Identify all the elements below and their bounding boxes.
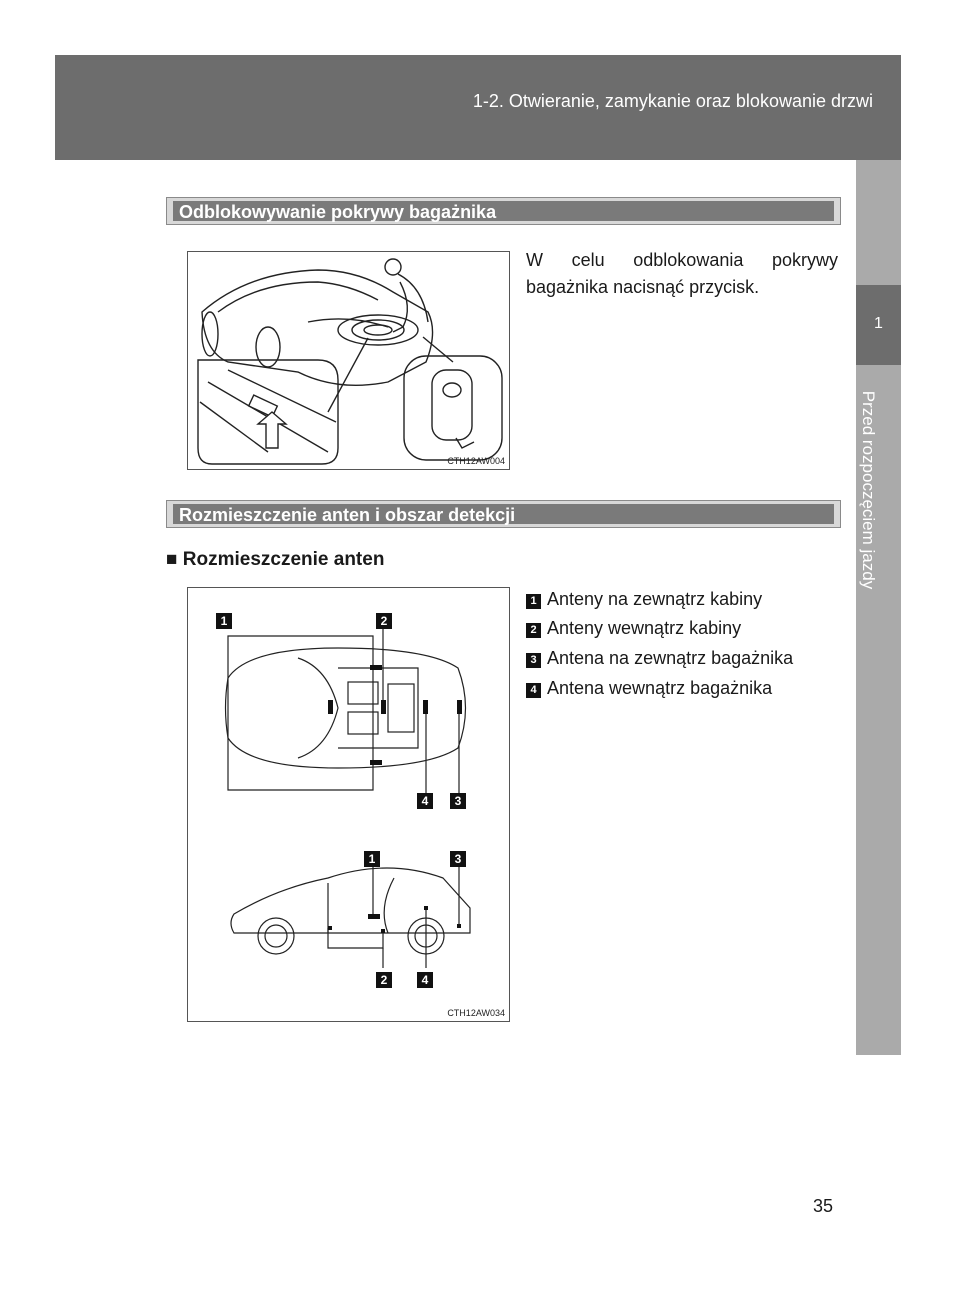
car-rear-trunk-button-drawing — [188, 252, 509, 469]
sidebar-tab-top — [856, 160, 901, 285]
page-header — [55, 55, 901, 160]
label-3: 3 — [454, 794, 462, 808]
legend-label: Anteny wewnątrz kabiny — [547, 618, 742, 638]
legend-item — [526, 677, 772, 699]
legend-label: Antena wewnątrz bagażnika — [547, 678, 773, 698]
antenna-layout-illustration — [187, 587, 510, 1022]
chapter-title: Przed rozpoczęciem jazdy — [859, 390, 878, 590]
number-badge: 4 — [526, 683, 541, 698]
subheading-text: Rozmieszczenie anten — [182, 549, 385, 570]
section-heading-trunk-release — [166, 197, 841, 225]
section-title: Odblokowywanie pokrywy bagażnika — [179, 202, 497, 222]
legend-item — [526, 647, 793, 669]
legend-label: Anteny na zewnątrz kabiny — [547, 589, 763, 609]
label-3: 3 — [454, 852, 462, 866]
section-title: Rozmieszczenie anten i obszar detekcji — [179, 505, 516, 525]
section-heading-antenna — [166, 500, 841, 528]
chapter-number: 1 — [874, 315, 883, 332]
trunk-release-illustration — [187, 251, 510, 470]
square-bullet-icon: ■ — [166, 549, 183, 570]
label-2: 2 — [380, 973, 388, 987]
header-section-title: 1-2. Otwieranie, zamykanie oraz blokowanie drzwi — [472, 91, 873, 111]
label-4: 4 — [421, 794, 429, 808]
page-number: 35 — [813, 1196, 834, 1216]
label-4: 4 — [421, 973, 429, 987]
sidebar-chapter-tab — [856, 285, 901, 365]
label-2: 2 — [380, 614, 388, 628]
number-badge: 3 — [526, 653, 541, 668]
figure-code: CTH12AW004 — [447, 456, 505, 466]
antenna-diagram — [188, 588, 509, 1021]
legend-item — [526, 617, 741, 639]
legend-label: Antena na zewnątrz bagażnika — [547, 648, 794, 668]
label-1: 1 — [220, 614, 228, 628]
subheading — [166, 549, 384, 571]
number-badge: 2 — [526, 623, 541, 638]
number-badge: 1 — [526, 594, 541, 609]
trunk-release-instruction: W celu odblokowania pokrywy bagażnika nacisnąć przycisk. — [526, 250, 838, 297]
figure-code: CTH12AW034 — [447, 1008, 505, 1018]
label-1: 1 — [368, 852, 376, 866]
legend-item — [526, 588, 762, 610]
